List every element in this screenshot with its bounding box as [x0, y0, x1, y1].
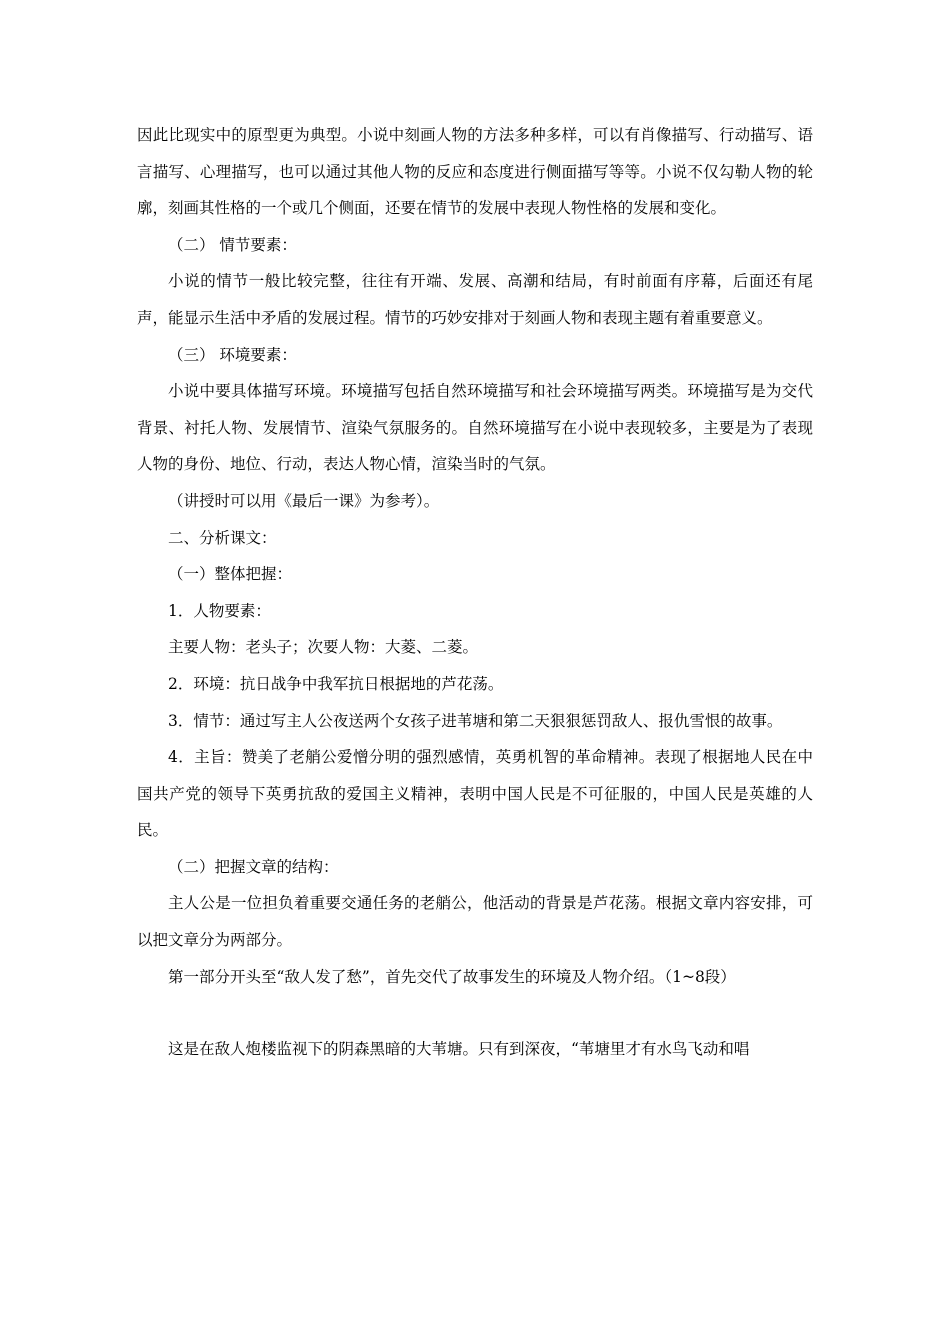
paragraph-part-one: 第一部分开头至“敌人发了愁”，首先交代了故事发生的环境及人物介绍。（1~8段）	[168, 967, 736, 986]
heading-overall-grasp: （一）整体把握：	[168, 565, 293, 584]
heading-structure: （二）把握文章的结构：	[168, 857, 339, 876]
item-setting: 2．环境：抗日战争中我军抗日根据地的芦花荡。	[168, 674, 504, 693]
paragraph-environment: 小说中要具体描写环境。环境描写包括自然环境描写和社会环境描写两类。环境描写是为交代背景、衬托人物、发展情节、渲染气氛服务的。自然环境描写在小说中表现较多，主要是为了表现人物的身份、地位、行动，表达人物心情，渲染当时的气氛。	[137, 382, 813, 474]
paragraph-reed-pond: 这是在敌人炮楼监视下的阴森黑暗的大苇塘。只有到深夜，“苇塘里才有水鸟飞动和唱	[168, 1040, 750, 1059]
heading-analyze-text: 二、分析课文：	[168, 528, 277, 547]
blank-line	[137, 995, 813, 1031]
item-plot-summary: 3．情节：通过写主人公夜送两个女孩子进苇塘和第二天狠狠惩罚敌人、报仇雪恨的故事。	[168, 711, 783, 730]
paragraph-characters: 主要人物：老头子；次要人物：大菱、二菱。	[168, 638, 479, 657]
item-character-element: 1．人物要素：	[168, 601, 271, 620]
heading-plot-element: （二） 情节要素：	[168, 235, 297, 254]
paragraph-character-methods: 因此比现实中的原型更为典型。小说中刻画人物的方法多种多样，可以有肖像描写、行动描写、语言描写、心理描写，也可以通过其他人物的反应和态度进行侧面描写等等。小说不仅勾勒人物的轮廓，刻画其性格的一个或几个侧面，还要在情节的发展中表现人物性格的发展和变化。	[137, 126, 813, 218]
heading-environment-element: （三） 环境要素：	[168, 345, 297, 364]
paragraph-structure: 主人公是一位担负着重要交通任务的老艄公，他活动的背景是芦花荡。根据文章内容安排，可以把文章分为两部分。	[137, 894, 813, 950]
paragraph-teaching-note: （讲授时可以用《最后一课》为参考）。	[168, 491, 440, 510]
paragraph-plot: 小说的情节一般比较完整，往往有开端、发展、高潮和结局，有时前面有序幕，后面还有尾声，能显示生活中矛盾的发展过程。情节的巧妙安排对于刻画人物和表现主题有着重要意义。	[137, 272, 813, 327]
document-page	[137, 117, 813, 1068]
item-theme: 4．主旨：赞美了老艄公爱憎分明的强烈感情，英勇机智的革命精神。表现了根据地人民在中国共产党的领导下英勇抗敌的爱国主义精神，表明中国人民是不可征服的，中国人民是英雄的人民。	[137, 748, 813, 840]
